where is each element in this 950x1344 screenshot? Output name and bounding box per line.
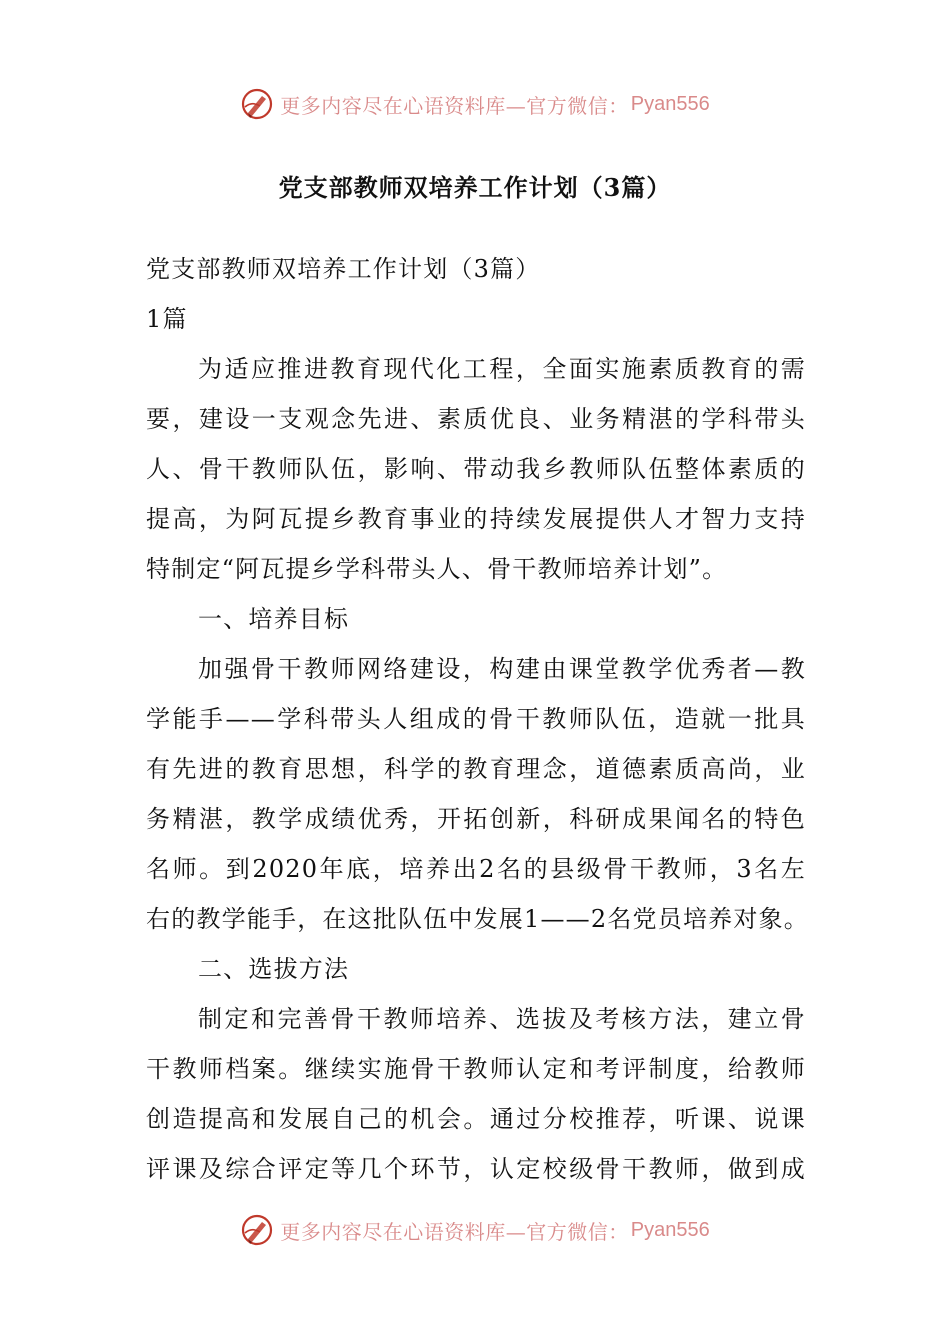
watermark-footer <box>0 1210 950 1250</box>
watermark-header <box>0 84 950 124</box>
paragraph-start-line: 制定和完善骨干教师培养、选拔及考核方法，建立骨 <box>198 1005 806 1033</box>
section-heading: 一、培养目标 <box>198 605 350 633</box>
body-line: 特制定“阿瓦提乡学科带头人、骨干教师培养计划”。 <box>146 555 728 583</box>
pen-logo-icon <box>240 1213 274 1247</box>
body-line: 1篇 <box>146 305 188 333</box>
document-body <box>146 244 809 1194</box>
watermark-wechat-id: Pyan556 <box>630 1218 710 1241</box>
section-heading: 二、选拔方法 <box>198 955 350 983</box>
body-line: 务精湛，教学成绩优秀，开拓创新，科研成果闻名的特色 <box>146 805 806 833</box>
body-line: 干教师档案。继续实施骨干教师认定和考评制度，给教师 <box>146 1055 806 1083</box>
body-line: 名师。到2020年底，培养出2名的县级骨干教师，3名左 <box>146 855 806 883</box>
body-line: 有先进的教育思想，科学的教育理念，道德素质高尚，业 <box>146 755 806 783</box>
watermark-wechat-id: Pyan556 <box>630 92 710 115</box>
body-line: 创造提高和发展自己的机会。通过分校推荐，听课、说课 <box>146 1105 806 1133</box>
watermark-text: 更多内容尽在心语资料库—官方微信： <box>280 93 629 118</box>
body-line: 评课及综合评定等几个环节，认定校级骨干教师，做到成 <box>146 1155 806 1183</box>
document-title: 党支部教师双培养工作计划（3篇） <box>278 173 672 202</box>
body-line: 提高，为阿瓦提乡教育事业的持续发展提供人才智力支持 <box>146 505 806 533</box>
body-line: 学能手——学科带头人组成的骨干教师队伍，造就一批具 <box>146 705 806 733</box>
body-line: 右的教学能手，在这批队伍中发展1——2名党员培养对象。 <box>146 905 809 933</box>
body-line: 要，建设一支观念先进、素质优良、业务精湛的学科带头 <box>146 405 806 433</box>
pen-logo-icon <box>240 87 274 121</box>
paragraph-start-line: 为适应推进教育现代化工程，全面实施素质教育的需 <box>198 355 806 383</box>
body-line: 人、骨干教师队伍，影响、带动我乡教师队伍整体素质的 <box>146 455 806 483</box>
watermark-text: 更多内容尽在心语资料库—官方微信： <box>280 1219 629 1244</box>
paragraph-start-line: 加强骨干教师网络建设，构建由课堂教学优秀者—教 <box>198 655 806 683</box>
body-line: 党支部教师双培养工作计划（3篇） <box>146 255 541 283</box>
